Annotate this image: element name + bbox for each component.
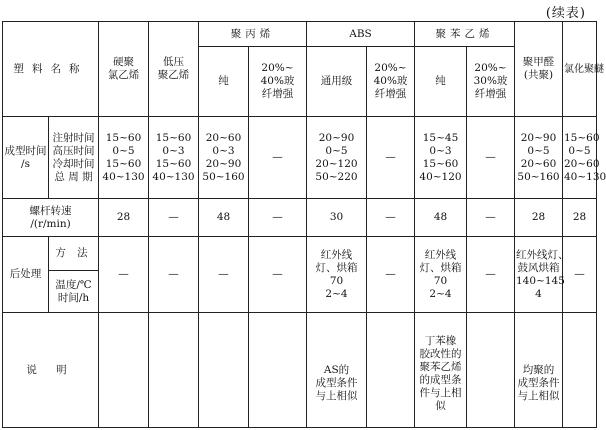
screw-speed-cell: 28 — [99, 199, 149, 237]
screw-speed-label: 螺杆转速 /(r/min) — [3, 199, 99, 237]
screw-speed-cell: — — [467, 199, 515, 237]
post-treatment-cell: 红外线 灯、烘箱 70 2~4 — [415, 237, 467, 313]
header-pom: 聚甲醛 (共聚) — [515, 22, 563, 117]
header-cpe: 氯化聚醚 — [563, 22, 597, 117]
screw-speed-cell: — — [367, 199, 415, 237]
molding-time-cell: 20~90 0~5 20~120 50~220 — [307, 117, 367, 199]
header-group-pp: 聚丙烯 — [199, 22, 307, 47]
row-screw-speed — [3, 199, 597, 237]
post-treatment-cell: — — [199, 237, 249, 313]
screw-speed-cell: 48 — [415, 199, 467, 237]
screw-speed-cell: — — [249, 199, 307, 237]
header-abs-general: 通用级 — [307, 47, 367, 117]
header-pp-pure: 纯 — [199, 47, 249, 117]
header-group-ps: 聚苯乙烯 — [415, 22, 515, 47]
notes-cell — [199, 313, 249, 428]
header-plastic-name: 塑料名称 — [3, 22, 99, 117]
post-treatment-cell: — — [249, 237, 307, 313]
molding-time-items: 注射时间 高压时间 冷却时间 总 周 期 — [49, 117, 99, 199]
molding-conditions-table — [2, 21, 606, 428]
post-treatment-cell: 红外线灯、 鼓风烘箱 140~145 4 — [515, 237, 563, 313]
post-treatment-cell: — — [367, 237, 415, 313]
screw-speed-cell: 48 — [199, 199, 249, 237]
notes-cell — [367, 313, 415, 428]
notes-cell — [467, 313, 515, 428]
molding-time-cell: 15~60 0~5 15~60 40~130 — [99, 117, 149, 199]
post-treatment-cell: — — [467, 237, 515, 313]
notes-label: 说 明 — [3, 313, 99, 428]
header-ps-glass: 20%~ 30%玻 纤增强 — [467, 47, 515, 117]
notes-cell — [249, 313, 307, 428]
screw-speed-cell: 30 — [307, 199, 367, 237]
notes-ps: 丁苯橡 胶改性的 聚苯乙烯 的成型条 件与上相 似 — [415, 313, 467, 428]
notes-pom: 均聚的 成型条件 与上相似 — [515, 313, 563, 428]
notes-cell — [563, 313, 597, 428]
header-abs-glass: 20%~ 40%玻 纤增强 — [367, 47, 415, 117]
molding-time-cell: — — [467, 117, 515, 199]
row-molding-time — [3, 117, 597, 199]
notes-cell — [149, 313, 199, 428]
header-row-1 — [3, 22, 597, 47]
screw-speed-cell: 28 — [515, 199, 563, 237]
header-group-abs: ABS — [307, 22, 415, 47]
notes-abs: AS的 成型条件 与上相似 — [307, 313, 367, 428]
post-treatment-temp-time-label: 温度/℃ 时间/h — [49, 271, 99, 313]
post-treatment-cell: — — [149, 237, 199, 313]
row-post-treatment-method — [3, 237, 597, 271]
header-ldpe: 低压 聚乙烯 — [149, 22, 199, 117]
molding-time-cell: 20~90 0~5 20~60 50~160 — [515, 117, 563, 199]
molding-time-cell: 15~60 0~3 15~60 40~130 — [149, 117, 199, 199]
continued-label: (续表) — [545, 6, 586, 21]
post-treatment-cell: — — [99, 237, 149, 313]
screw-speed-cell: 28 — [563, 199, 597, 237]
molding-time-cell: 15~60 0~5 20~60 40~130 — [563, 117, 597, 199]
notes-cell — [99, 313, 149, 428]
row-notes — [3, 313, 597, 428]
header-ps-pure: 纯 — [415, 47, 467, 117]
header-pp-glass: 20%~ 40%玻 纤增强 — [249, 47, 307, 117]
screw-speed-cell: — — [149, 199, 199, 237]
post-treatment-cell: — — [563, 237, 597, 313]
molding-time-label: 成型时间 /s — [3, 117, 49, 199]
molding-time-cell: 15~45 0~3 15~60 40~120 — [415, 117, 467, 199]
molding-time-cell: 20~60 0~3 20~90 50~160 — [199, 117, 249, 199]
post-treatment-cell: 红外线 灯、烘箱 70 2~4 — [307, 237, 367, 313]
molding-time-cell: — — [367, 117, 415, 199]
molding-time-cell: — — [249, 117, 307, 199]
post-treatment-label: 后处理 — [3, 237, 49, 313]
post-treatment-method-label: 方 法 — [49, 237, 99, 271]
header-hard-pvc: 硬聚 氯乙烯 — [99, 22, 149, 117]
